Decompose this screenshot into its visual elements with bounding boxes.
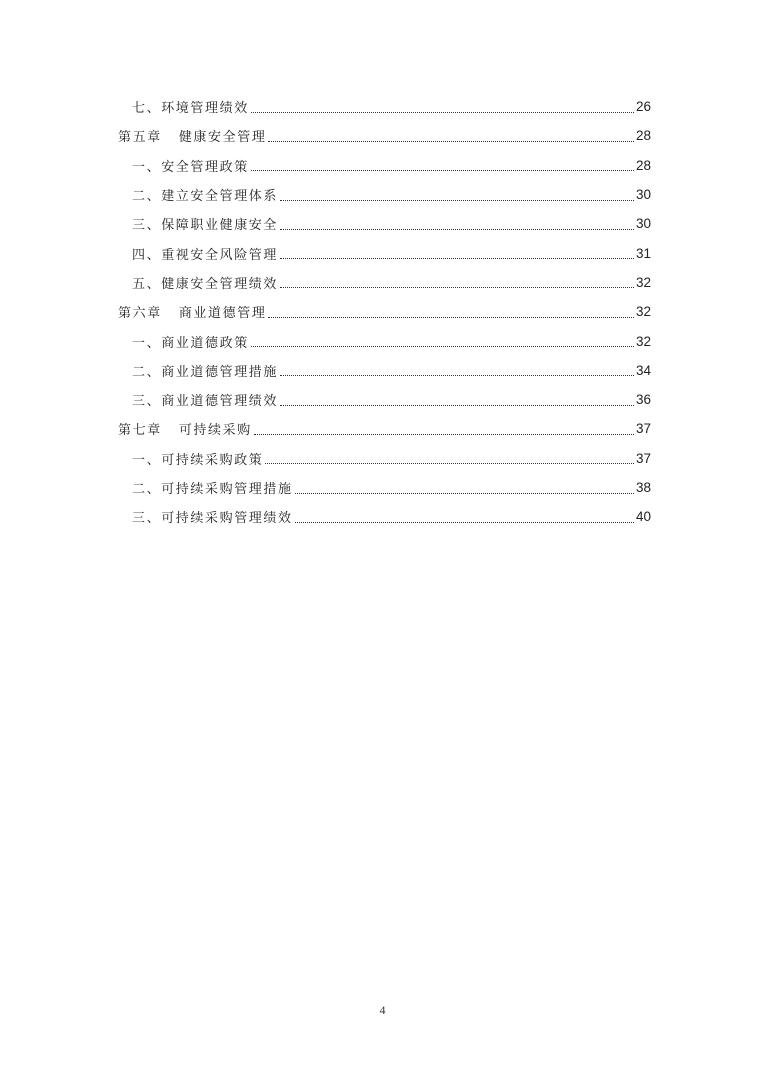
toc-entry-title: 一、商业道德政策 — [132, 335, 249, 351]
toc-entry-page: 26 — [635, 99, 651, 115]
toc-entry[interactable] — [118, 444, 651, 473]
toc-entry[interactable] — [118, 326, 651, 355]
toc-chapter-entry[interactable] — [118, 297, 651, 326]
toc-entry-title: 三、可持续采购管理绩效 — [132, 511, 293, 527]
toc-entry-page: 32 — [635, 333, 651, 349]
toc-entry-title: 三、商业道德管理绩效 — [132, 394, 279, 410]
toc-dot-leader — [280, 191, 634, 201]
toc-chapter-entry[interactable] — [118, 414, 651, 443]
toc-entry-page: 28 — [635, 128, 651, 144]
toc-chapter-title: 商业道德管理 — [178, 306, 267, 322]
toc-chapter-number: 第七章 — [118, 423, 162, 439]
toc-entry-page: 30 — [635, 187, 651, 203]
toc-entry-title: 二、商业道德管理措施 — [132, 364, 279, 380]
toc-entry-title: 五、健康安全管理绩效 — [132, 276, 279, 292]
toc-entry-page: 30 — [635, 216, 651, 232]
toc-dot-leader — [280, 366, 634, 376]
toc-entry-title: 一、安全管理政策 — [132, 159, 249, 175]
toc-dot-leader — [268, 308, 634, 318]
toc-entry-page: 38 — [635, 480, 651, 495]
toc-entry-page: 40 — [635, 509, 651, 525]
toc-dot-leader — [280, 278, 634, 288]
toc-entry-page: 32 — [635, 274, 651, 290]
toc-entry-page: 36 — [635, 392, 651, 408]
toc-dot-leader — [295, 484, 634, 494]
toc-entry[interactable] — [118, 502, 651, 531]
toc-entry[interactable] — [118, 473, 651, 502]
toc-entry[interactable] — [118, 92, 651, 121]
toc-dot-leader — [280, 249, 634, 259]
toc-entry[interactable] — [118, 151, 651, 180]
toc-dot-leader — [280, 396, 634, 406]
toc-entry-page: 31 — [635, 245, 651, 261]
toc-entry-title: 一、可持续采购政策 — [132, 452, 264, 468]
toc-entry[interactable] — [118, 209, 651, 238]
page-number: 4 — [379, 1003, 386, 1017]
toc-entry[interactable] — [118, 385, 651, 414]
toc-dot-leader — [265, 454, 634, 464]
toc-dot-leader — [295, 513, 634, 523]
toc-entry-title: 四、重视安全风险管理 — [132, 247, 279, 263]
toc-entry-title: 七、环境管理绩效 — [132, 101, 249, 117]
toc-chapter-title: 健康安全管理 — [178, 130, 267, 146]
toc-entry[interactable] — [118, 268, 651, 297]
toc-dot-leader — [251, 337, 634, 347]
toc-entry-page: 28 — [635, 157, 651, 173]
toc-dot-leader — [268, 132, 634, 142]
toc-chapter-title: 可持续采购 — [178, 423, 252, 439]
toc-entry[interactable] — [118, 180, 651, 209]
toc-chapter-number: 第六章 — [118, 306, 162, 322]
toc-chapter-entry[interactable] — [118, 121, 651, 150]
toc-entry-title: 三、保障职业健康安全 — [132, 218, 279, 234]
toc-entry-title: 二、可持续采购管理措施 — [132, 482, 293, 497]
toc-entry-page: 37 — [635, 421, 651, 437]
toc-dot-leader — [251, 103, 634, 113]
toc-entry[interactable] — [118, 356, 651, 385]
toc-dot-leader — [254, 425, 634, 435]
toc-chapter-number: 第五章 — [118, 130, 162, 146]
toc-entry-page: 32 — [635, 304, 651, 320]
toc-entry[interactable] — [118, 238, 651, 267]
table-of-contents — [118, 92, 651, 531]
toc-entry-page: 37 — [635, 450, 651, 466]
toc-entry-page: 34 — [635, 362, 651, 378]
toc-dot-leader — [280, 220, 634, 230]
toc-entry-title: 二、建立安全管理体系 — [132, 189, 279, 205]
toc-dot-leader — [251, 161, 634, 171]
